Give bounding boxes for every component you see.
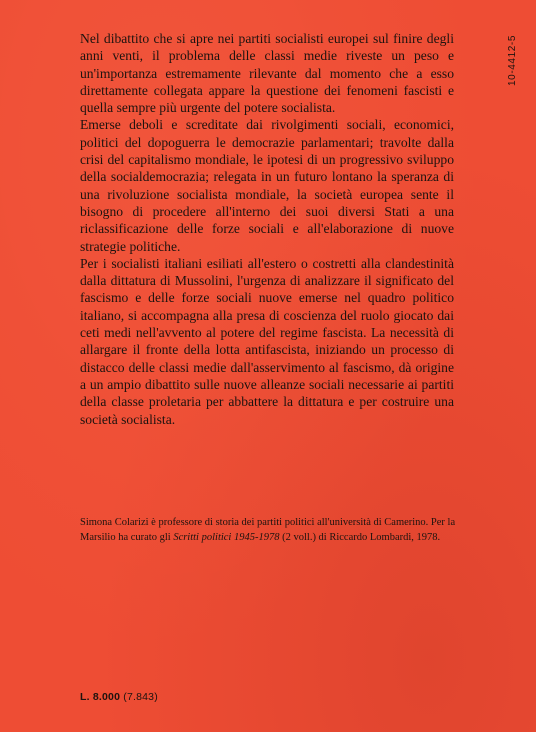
author-bio [80, 516, 458, 545]
blurb-paragraph-2: Emerse deboli e screditate dai rivolgimenti sociali, economici, politici del dopoguerra le democrazie parlamentari; travolte dalla crisi del capitalismo mondiale, le ipotesi di un progressivo sviluppo della socialdemocrazia; relegata in un futuro lontano la speranza di una rivoluzione socialista mondiale, la società europea sente il bisogno di procedere all'interno dei suoi diversi Stati a una riclassificazione delle forze sociali e all'elaborazione di nuove strategie politiche. [80, 117, 454, 254]
price-secondary: (7.843) [123, 691, 158, 703]
author-bio-book-title: Scritti politici 1945-1978 [173, 531, 280, 543]
price-main: L. 8.000 [80, 691, 121, 703]
price-label [80, 691, 158, 703]
blurb-paragraph-1: Nel dibattito che si apre nei partiti socialisti europei sul finire degli anni venti, il problema delle classi medie riveste un peso e un'importanza estremamente rilevante dal momento che a esso direttamente collegata appare la questione dei fenomeni fascisti e quella sempre più urgente del potere socialista. [80, 31, 454, 116]
author-bio-text-end: (2 voll.) di Riccardo Lombardi, 1978. [279, 531, 441, 543]
catalog-code: 10-4412-5 [507, 35, 518, 86]
blurb-paragraph-3: Per i socialisti italiani esiliati all'estero o costretti alla clandestinità dalla dittatura di Mussolini, l'urgenza di analizzare il significato del fascismo e delle forze sociali nuove emerse nel quadro politico italiano, si accompagna alla presa di coscienza del ruolo giocato dai ceti medi nell'avvento al potere del regime fascista. La necessità di allargare il fronte della lotta antifascista, iniziando un processo di distacco delle classi medie dall'asservimento al fascismo, dà origine a un ampio dibattito sulle nuove alleanze sociali necessarie ai partiti della classe proletaria per abbattere la dittatura e per costruire una società socialista. [80, 255, 454, 427]
author-bio-text: Simona Colarizi è professore di storia dei partiti politici all'università di Camerino. Per la Marsilio ha curato gli [80, 517, 456, 543]
back-cover-blurb [80, 30, 454, 428]
